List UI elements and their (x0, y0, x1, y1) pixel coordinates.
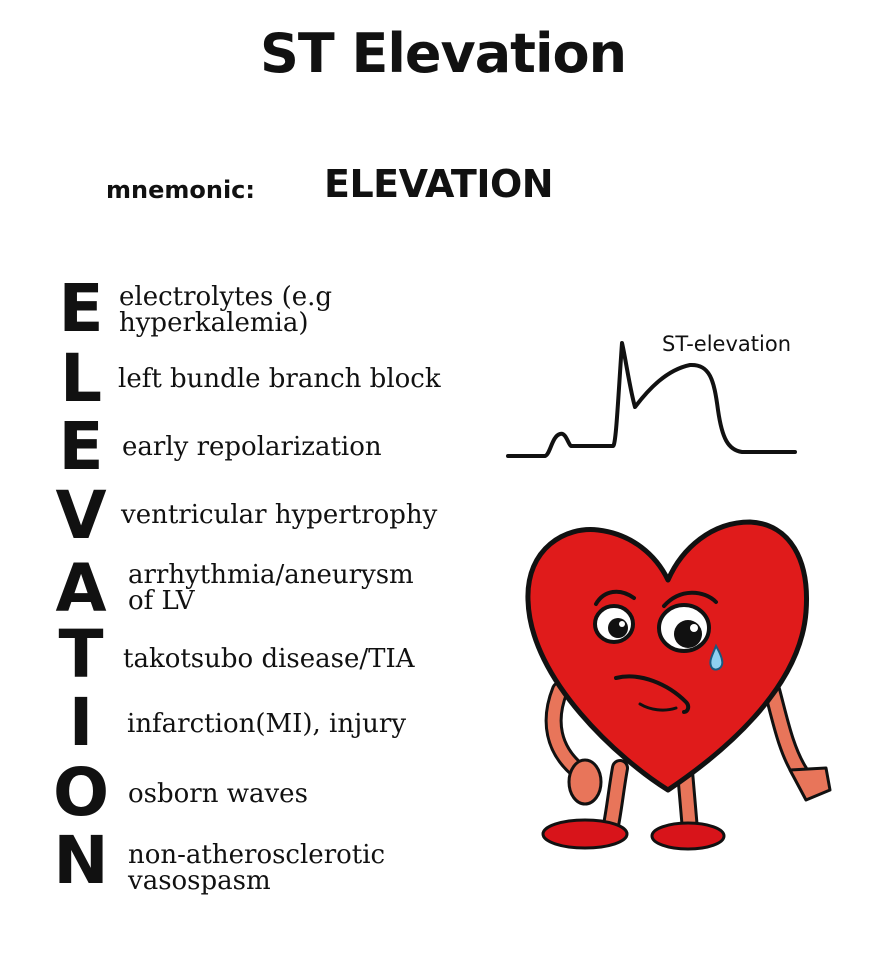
acrostic-letter-v: V (55, 477, 107, 554)
ecg-label: ST-elevation (662, 332, 792, 356)
item-left-bundle-branch-block: left bundle branch block (118, 364, 441, 394)
acrostic-letter-e1: E (58, 270, 104, 347)
item-infarction: infarction(MI), injury (127, 709, 407, 739)
item-vasospasm: non-atherosclerotic vasospasm (128, 840, 386, 896)
acrostic-letter-e2: E (58, 408, 104, 485)
item-electrolytes: electrolytes (e.g hyperkalemia) (119, 282, 333, 338)
acrostic-letter-n: N (53, 822, 109, 899)
acrostic-letter-i: I (68, 684, 94, 761)
item-ventricular-hypertrophy: ventricular hypertrophy (121, 500, 438, 530)
item-osborn-waves: osborn waves (128, 779, 308, 809)
st-elevation-waveform-icon (508, 343, 795, 456)
mnemonic-label: mnemonic: (106, 176, 256, 204)
item-early-repolarization: early repolarization (122, 432, 382, 462)
mnemonic-word: ELEVATION (324, 162, 554, 206)
sad-heart-icon (528, 522, 830, 849)
item-arrhythmia-aneurysm: arrhythmia/aneurysm of LV (128, 560, 414, 616)
acrostic-letter-a: A (55, 550, 107, 627)
acrostic-letter-t: T (58, 616, 104, 693)
acrostic-letter-o: O (52, 754, 110, 831)
item-takotsubo: takotsubo disease/TIA (123, 644, 415, 674)
page-title: ST Elevation (259, 22, 627, 85)
acrostic-letter-l: L (59, 340, 103, 417)
